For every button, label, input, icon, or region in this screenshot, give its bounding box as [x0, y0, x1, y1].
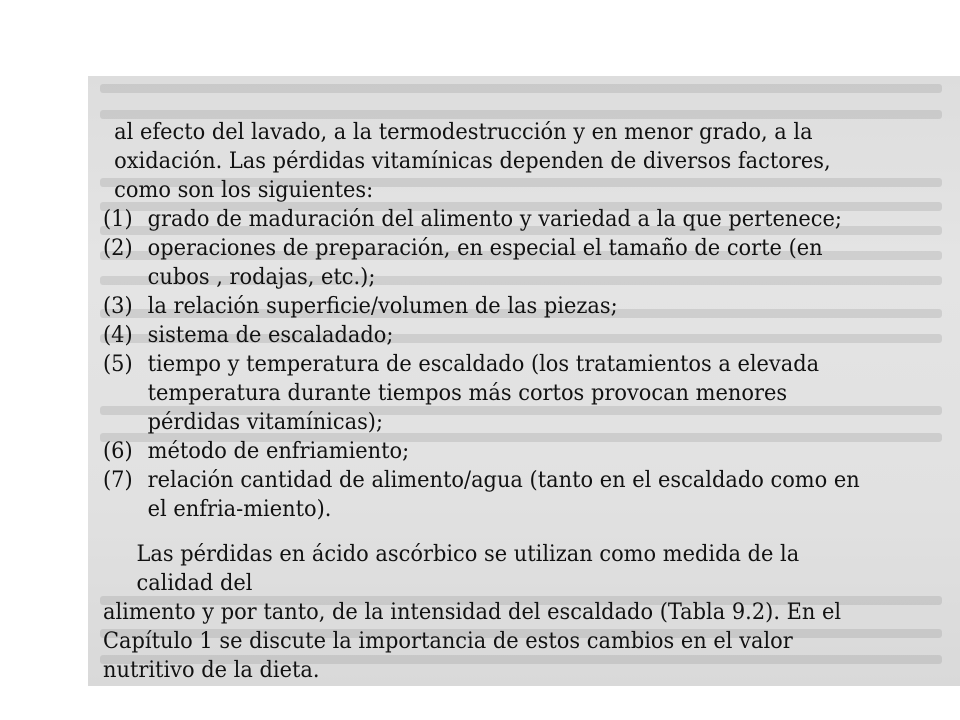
item-number: (3)	[103, 293, 133, 319]
item-number: (5)	[103, 351, 133, 377]
list-item	[103, 234, 877, 292]
closing-first-line: Las pérdidas en ácido ascórbico se utilizan como medida de la calidad del	[136, 541, 800, 596]
list-item	[103, 437, 877, 466]
list-item	[103, 466, 877, 524]
item-text: método de enfriamiento;	[147, 438, 410, 464]
item-number: (7)	[103, 467, 133, 493]
list-item	[103, 292, 877, 321]
item-number: (6)	[103, 438, 133, 464]
item-text: grado de maduración del alimento y variedad a la que pertenece;	[147, 206, 842, 232]
item-text: tiempo y temperatura de escaldado (los tratamientos a elevada temperatura durante tiempos más cortos provocan menores pérdidas vitamínicas);	[147, 351, 820, 435]
item-text: relación cantidad de alimento/agua (tanto en el escaldado como en el enfria-miento).	[147, 467, 860, 522]
factor-list	[103, 205, 877, 524]
bleed-through-line	[100, 84, 942, 93]
closing-remaining-text: alimento y por tanto, de la intensidad del escaldado (Tabla 9.2). En el Capítulo 1 se discute la importancia de estos cambios en el valor nutritivo de la dieta.	[103, 599, 842, 683]
item-text: operaciones de preparación, en especial el tamaño de corte (en cubos , rodajas, etc.);	[147, 235, 823, 290]
document-text	[103, 118, 877, 685]
item-text: la relación superficie/volumen de las piezas;	[147, 293, 618, 319]
item-text: sistema de escaladado;	[147, 322, 394, 348]
list-item	[103, 321, 877, 350]
item-number: (1)	[103, 206, 133, 232]
closing-paragraph	[103, 540, 877, 685]
list-item	[103, 205, 877, 234]
list-item	[103, 350, 877, 437]
intro-paragraph: al efecto del lavado, a la termodestrucción y en menor grado, a la oxidación. Las pérdidas vitamínicas dependen de diversos factores, como son los siguientes:	[114, 119, 831, 203]
item-number: (4)	[103, 322, 133, 348]
item-number: (2)	[103, 235, 133, 261]
